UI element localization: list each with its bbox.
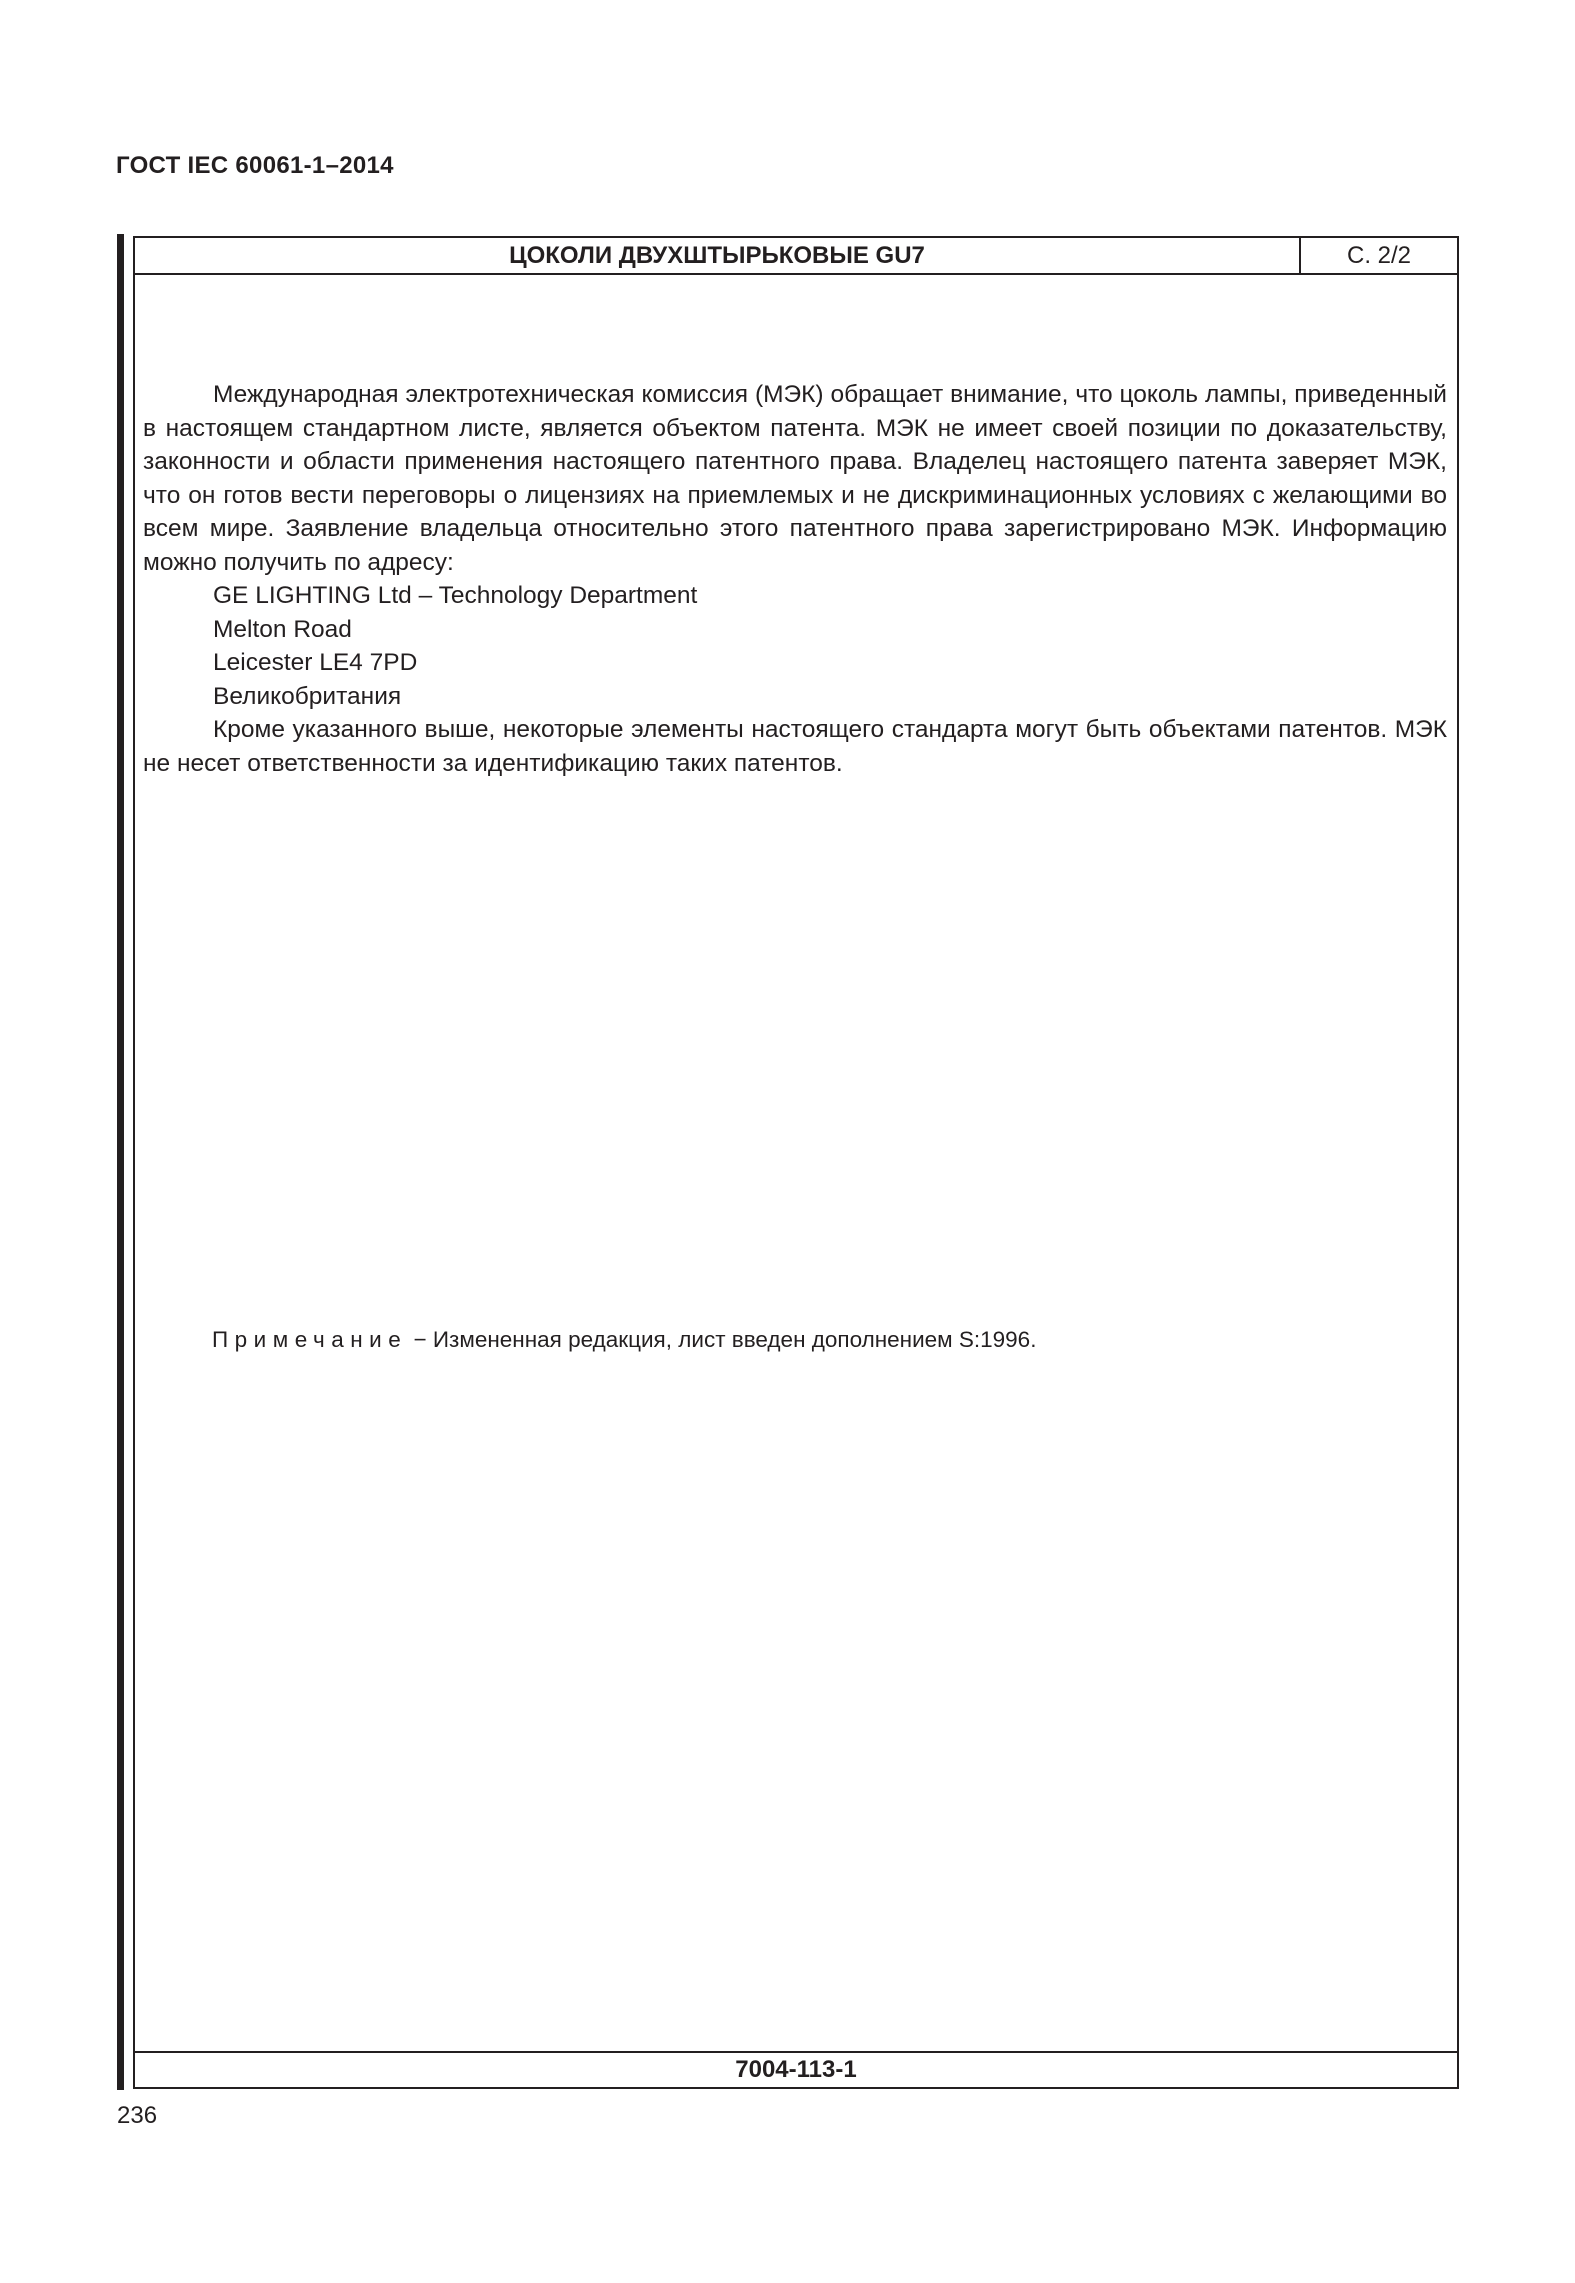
address-line-street: Melton Road xyxy=(213,615,352,643)
sheet-title: ЦОКОЛИ ДВУХШТЫРЬКОВЫЕ GU7 xyxy=(135,238,1301,273)
sheet-number: 7004-113-1 xyxy=(135,2051,1457,2087)
sheet-page-indicator: С. 2/2 xyxy=(1346,242,1412,269)
standard-sheet xyxy=(133,236,1459,2089)
note-label: Примечание xyxy=(212,1327,408,1352)
address-line-city: Leicester LE4 7PD xyxy=(213,649,418,676)
closing-paragraph: Кроме указанного выше, некоторые элементы настоящего стандарта могут быть объектами патентов. МЭК не несет ответственности за идентификацию таких патентов. xyxy=(143,716,1447,777)
patent-paragraph: Международная электротехническая комиссия (МЭК) обращает внимание, что цоколь лампы, приведенный в настоящем стандартном листе, является объектом патента. МЭК не имеет своей позиции по доказательству, законности и области применения настоящего патентного права. Владелец настоящего патента заверяет МЭК, что он готов вести переговоры о лицензиях на приемлемых и не дискриминационных условиях с желающими во всем мире. Заявление владельца относительно этого патентного права зарегистрировано МЭК. Информацию можно получить по адресу: xyxy=(143,381,1447,576)
page-number: 236 xyxy=(117,2102,158,2129)
document-code: ГОСТ IEC 60061-1–2014 xyxy=(116,152,394,179)
sheet-header xyxy=(135,238,1457,275)
note xyxy=(212,1327,1036,1353)
address-line-company: GE LIGHTING Ltd – Technology Department xyxy=(213,582,698,609)
change-marker-bar xyxy=(117,234,124,2090)
address-line-country: Великобритания xyxy=(213,682,402,710)
note-text: − Измененная редакция, лист введен дополнением S:1996. xyxy=(407,1327,1037,1352)
sheet-body xyxy=(143,378,1447,780)
